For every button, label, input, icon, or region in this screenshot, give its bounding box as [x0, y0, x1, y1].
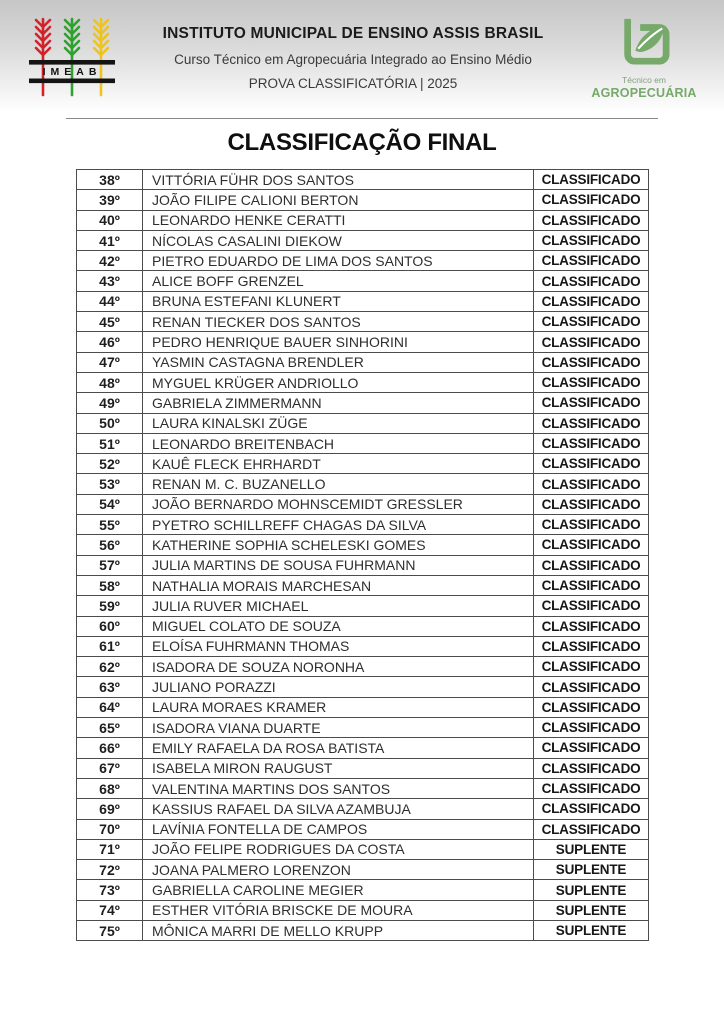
status-cell: CLASSIFICADO — [534, 738, 649, 758]
table-row — [77, 454, 649, 474]
status-cell: CLASSIFICADO — [534, 372, 649, 392]
table-row — [77, 900, 649, 920]
status-cell: CLASSIFICADO — [534, 291, 649, 311]
table-row — [77, 596, 649, 616]
status-cell: SUPLENTE — [534, 880, 649, 900]
name-cell: RENAN TIECKER DOS SANTOS — [143, 312, 534, 332]
header-text-block — [118, 25, 588, 91]
name-cell: BRUNA ESTEFANI KLUNERT — [143, 291, 534, 311]
name-cell: ISABELA MIRON RAUGUST — [143, 758, 534, 778]
rank-cell: 63º — [77, 677, 143, 697]
name-cell: ELOÍSA FUHRMANN THOMAS — [143, 636, 534, 656]
status-cell: CLASSIFICADO — [534, 312, 649, 332]
table-row — [77, 474, 649, 494]
imeab-bar-top — [29, 60, 115, 65]
rank-cell: 57º — [77, 555, 143, 575]
rank-cell: 42º — [77, 251, 143, 271]
name-cell: PYETRO SCHILLREFF CHAGAS DA SILVA — [143, 515, 534, 535]
table-row — [77, 433, 649, 453]
table-row — [77, 616, 649, 636]
rank-cell: 45º — [77, 312, 143, 332]
status-cell: CLASSIFICADO — [534, 596, 649, 616]
status-cell: SUPLENTE — [534, 900, 649, 920]
name-cell: PIETRO EDUARDO DE LIMA DOS SANTOS — [143, 251, 534, 271]
name-cell: ISADORA DE SOUZA NORONHA — [143, 657, 534, 677]
rank-cell: 41º — [77, 230, 143, 250]
table-row — [77, 413, 649, 433]
rank-cell: 74º — [77, 900, 143, 920]
imeab-acronym: IMEAB — [42, 65, 102, 78]
rank-cell: 71º — [77, 839, 143, 859]
status-cell: CLASSIFICADO — [534, 758, 649, 778]
name-cell: YASMIN CASTAGNA BRENDLER — [143, 352, 534, 372]
rank-cell: 43º — [77, 271, 143, 291]
name-cell: JULIANO PORAZZI — [143, 677, 534, 697]
rank-cell: 61º — [77, 636, 143, 656]
table-row — [77, 515, 649, 535]
status-cell: CLASSIFICADO — [534, 575, 649, 595]
status-cell: CLASSIFICADO — [534, 636, 649, 656]
table-row — [77, 718, 649, 738]
table-row — [77, 819, 649, 839]
table-row — [77, 210, 649, 230]
table-row — [77, 535, 649, 555]
table-row — [77, 758, 649, 778]
header-divider — [66, 118, 658, 119]
name-cell: JULIA RUVER MICHAEL — [143, 596, 534, 616]
table-row — [77, 372, 649, 392]
rank-cell: 75º — [77, 920, 143, 940]
table-row — [77, 230, 649, 250]
table-row — [77, 271, 649, 291]
page-title: CLASSIFICAÇÃO FINAL — [227, 129, 497, 156]
wheat-stalk-green — [65, 19, 79, 95]
rank-cell: 60º — [77, 616, 143, 636]
rank-cell: 56º — [77, 535, 143, 555]
status-cell: CLASSIFICADO — [534, 474, 649, 494]
rank-cell: 54º — [77, 494, 143, 514]
agro-tagline: Técnico em — [622, 75, 666, 85]
name-cell: JOÃO FILIPE CALIONI BERTON — [143, 190, 534, 210]
status-cell: CLASSIFICADO — [534, 251, 649, 271]
name-cell: JOÃO FELIPE RODRIGUES DA COSTA — [143, 839, 534, 859]
table-row — [77, 312, 649, 332]
rank-cell: 46º — [77, 332, 143, 352]
name-cell: LAVÍNIA FONTELLA DE CAMPOS — [143, 819, 534, 839]
table-row — [77, 920, 649, 940]
name-cell: ESTHER VITÓRIA BRISCKE DE MOURA — [143, 900, 534, 920]
table-row — [77, 657, 649, 677]
status-cell: SUPLENTE — [534, 839, 649, 859]
name-cell: LAURA KINALSKI ZÜGE — [143, 413, 534, 433]
status-cell: CLASSIFICADO — [534, 718, 649, 738]
name-cell: RENAN M. C. BUZANELLO — [143, 474, 534, 494]
table-row — [77, 170, 649, 190]
status-cell: CLASSIFICADO — [534, 657, 649, 677]
status-cell: CLASSIFICADO — [534, 535, 649, 555]
rank-cell: 72º — [77, 860, 143, 880]
status-cell: CLASSIFICADO — [534, 190, 649, 210]
status-cell: CLASSIFICADO — [534, 230, 649, 250]
table-row — [77, 880, 649, 900]
name-cell: PEDRO HENRIQUE BAUER SINHORINI — [143, 332, 534, 352]
rank-cell: 73º — [77, 880, 143, 900]
rank-cell: 48º — [77, 372, 143, 392]
status-cell: CLASSIFICADO — [534, 697, 649, 717]
status-cell: CLASSIFICADO — [534, 393, 649, 413]
status-cell: CLASSIFICADO — [534, 799, 649, 819]
imeab-bar-bottom — [29, 78, 115, 83]
table-row — [77, 393, 649, 413]
rank-cell: 53º — [77, 474, 143, 494]
rank-cell: 58º — [77, 575, 143, 595]
name-cell: VITTÓRIA FÜHR DOS SANTOS — [143, 170, 534, 190]
status-cell: CLASSIFICADO — [534, 413, 649, 433]
status-cell: SUPLENTE — [534, 860, 649, 880]
rank-cell: 70º — [77, 819, 143, 839]
rank-cell: 67º — [77, 758, 143, 778]
rank-cell: 44º — [77, 291, 143, 311]
status-cell: CLASSIFICADO — [534, 332, 649, 352]
agro-name: AGROPECUÁRIA — [591, 86, 697, 100]
wheat-stalk-red — [36, 19, 50, 95]
name-cell: KATHERINE SOPHIA SCHELESKI GOMES — [143, 535, 534, 555]
table-row — [77, 575, 649, 595]
rank-cell: 62º — [77, 657, 143, 677]
institute-name: INSTITUTO MUNICIPAL DE ENSINO ASSIS BRASIL — [162, 25, 544, 42]
rank-cell: 59º — [77, 596, 143, 616]
status-cell: CLASSIFICADO — [534, 433, 649, 453]
name-cell: EMILY RAFAELA DA ROSA BATISTA — [143, 738, 534, 758]
table-row — [77, 677, 649, 697]
table-row — [77, 190, 649, 210]
rank-cell: 69º — [77, 799, 143, 819]
status-cell: CLASSIFICADO — [534, 677, 649, 697]
course-name: Curso Técnico em Agropecuária Integrado ao Ensino Médio — [174, 52, 532, 67]
rank-cell: 49º — [77, 393, 143, 413]
classification-table — [76, 169, 649, 941]
table-row — [77, 778, 649, 798]
table-row — [77, 494, 649, 514]
table-row — [77, 860, 649, 880]
wheat-stalks-icon — [26, 13, 118, 99]
rank-cell: 55º — [77, 515, 143, 535]
rank-cell: 47º — [77, 352, 143, 372]
name-cell: LEONARDO BREITENBACH — [143, 433, 534, 453]
name-cell: MÔNICA MARRI DE MELLO KRUPP — [143, 920, 534, 940]
status-cell: CLASSIFICADO — [534, 819, 649, 839]
status-cell: CLASSIFICADO — [534, 352, 649, 372]
table-row — [77, 738, 649, 758]
name-cell: NÍCOLAS CASALINI DIEKOW — [143, 230, 534, 250]
status-cell: CLASSIFICADO — [534, 454, 649, 474]
classification-table-body — [77, 170, 649, 941]
name-cell: LAURA MORAES KRAMER — [143, 697, 534, 717]
agro-leaf-icon — [615, 16, 673, 66]
status-cell: CLASSIFICADO — [534, 170, 649, 190]
table-row — [77, 799, 649, 819]
rank-cell: 39º — [77, 190, 143, 210]
rank-cell: 51º — [77, 433, 143, 453]
table-row — [77, 555, 649, 575]
name-cell: JOÃO BERNARDO MOHNSCEMIDT GRESSLER — [143, 494, 534, 514]
name-cell: MIGUEL COLATO DE SOUZA — [143, 616, 534, 636]
name-cell: ISADORA VIANA DUARTE — [143, 718, 534, 738]
name-cell: LEONARDO HENKE CERATTI — [143, 210, 534, 230]
rank-cell: 64º — [77, 697, 143, 717]
rank-cell: 40º — [77, 210, 143, 230]
status-cell: CLASSIFICADO — [534, 271, 649, 291]
status-cell: SUPLENTE — [534, 920, 649, 940]
table-row — [77, 839, 649, 859]
name-cell: NATHALIA MORAIS MARCHESAN — [143, 575, 534, 595]
status-cell: CLASSIFICADO — [534, 494, 649, 514]
table-row — [77, 291, 649, 311]
name-cell: GABRIELA ZIMMERMANN — [143, 393, 534, 413]
name-cell: VALENTINA MARTINS DOS SANTOS — [143, 778, 534, 798]
status-cell: CLASSIFICADO — [534, 515, 649, 535]
rank-cell: 50º — [77, 413, 143, 433]
table-row — [77, 251, 649, 271]
name-cell: KASSIUS RAFAEL DA SILVA AZAMBUJA — [143, 799, 534, 819]
name-cell: GABRIELLA CAROLINE MEGIER — [143, 880, 534, 900]
name-cell: JULIA MARTINS DE SOUSA FUHRMANN — [143, 555, 534, 575]
name-cell: ALICE BOFF GRENZEL — [143, 271, 534, 291]
status-cell: CLASSIFICADO — [534, 616, 649, 636]
name-cell: KAUÊ FLECK EHRHARDT — [143, 454, 534, 474]
exam-name: PROVA CLASSIFICATÓRIA | 2025 — [248, 76, 458, 91]
rank-cell: 68º — [77, 778, 143, 798]
name-cell: MYGUEL KRÜGER ANDRIOLLO — [143, 372, 534, 392]
table-row — [77, 332, 649, 352]
table-row — [77, 352, 649, 372]
table-row — [77, 697, 649, 717]
header — [0, 0, 724, 112]
table-row — [77, 636, 649, 656]
agro-logo — [588, 16, 700, 100]
status-cell: CLASSIFICADO — [534, 555, 649, 575]
status-cell: CLASSIFICADO — [534, 778, 649, 798]
name-cell: JOANA PALMERO LORENZON — [143, 860, 534, 880]
rank-cell: 66º — [77, 738, 143, 758]
status-cell: CLASSIFICADO — [534, 210, 649, 230]
rank-cell: 65º — [77, 718, 143, 738]
rank-cell: 38º — [77, 170, 143, 190]
rank-cell: 52º — [77, 454, 143, 474]
wheat-stalk-yellow — [94, 19, 108, 95]
imeab-logo — [26, 13, 118, 104]
